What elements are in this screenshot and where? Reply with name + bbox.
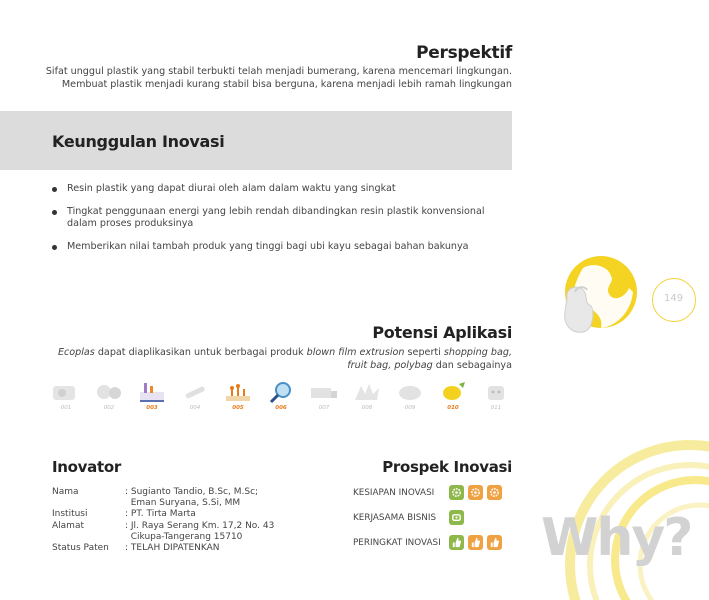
potensi-text-blown-film: blown film extrusion <box>306 347 405 358</box>
application-label: 005 <box>232 405 244 411</box>
keunggulan-list <box>52 183 512 263</box>
inovator-value: : PT. Tirta Marta <box>125 509 196 520</box>
table-row <box>52 521 305 532</box>
hand-icon <box>394 380 426 404</box>
gears-icon <box>93 380 125 404</box>
application-icons <box>48 380 518 416</box>
inovator-key <box>52 498 125 509</box>
application-label: 011 <box>490 405 502 411</box>
prospek-row-peringkat <box>353 535 502 550</box>
thumbs-up-icon <box>487 535 502 550</box>
perspektif-text <box>42 66 512 91</box>
list-item: Resin plastik yang dapat diurai oleh alam dalam waktu yang singkat <box>52 183 512 196</box>
potensi-title: Potensi Aplikasi <box>372 323 512 342</box>
application-label: 009 <box>404 405 416 411</box>
keunggulan-banner <box>0 111 512 170</box>
application-item <box>349 380 385 416</box>
application-item <box>392 380 428 416</box>
inovator-value: Eman Suryana, S.Si, MM <box>125 498 241 509</box>
application-label: 002 <box>103 405 115 411</box>
table-row <box>52 532 305 543</box>
potensi-text-ecoplas: Ecoplas <box>57 347 95 358</box>
inovator-value: : TELAH DIPATENKAN <box>125 543 220 554</box>
inovator-key: Nama <box>52 487 79 497</box>
splash-icon <box>351 380 383 404</box>
seedling-icon <box>222 380 254 404</box>
table-row <box>52 543 305 554</box>
inovator-table <box>52 487 305 554</box>
table-row <box>52 509 305 520</box>
prospek-row-kesiapan <box>353 485 502 500</box>
potensi-text-part: dapat diaplikasikan untuk berbagai produk <box>94 347 307 358</box>
prospek-icons <box>449 535 502 550</box>
potensi-text-part: seperti <box>404 347 444 358</box>
prospek-row-kerjasama <box>353 510 464 525</box>
globe-bag-icon <box>553 252 639 338</box>
perspektif-title: Perspektif <box>416 43 512 63</box>
application-item <box>435 380 471 416</box>
inovator-key: Alamat <box>52 520 84 531</box>
lemon-icon <box>437 380 469 404</box>
potensi-text-part: dan sebagainya <box>432 359 512 371</box>
gear-icon <box>468 485 483 500</box>
handshake-icon <box>449 510 464 525</box>
application-label: 008 <box>361 405 373 411</box>
prospek-icons <box>449 510 464 525</box>
list-item: Memberikan nilai tambah produk yang tinggi bagi ubi kayu sebagai bahan bakunya <box>52 241 512 254</box>
prospek-label: KESIAPAN INOVASI <box>353 487 435 498</box>
table-row <box>52 487 305 498</box>
inovator-value: : Sugianto Tandio, B.Sc, M.Sc; <box>125 487 259 497</box>
syringe-icon <box>179 380 211 404</box>
perspektif-line-2: Membuat plastik menjadi kurang stabil bisa berguna, karena menjadi lebih ramah lingkungan <box>61 78 512 90</box>
potensi-text-products: shopping bag, fruit bag, polybag <box>347 347 512 371</box>
inovator-key <box>52 532 125 543</box>
table-row <box>52 498 305 509</box>
keunggulan-title: Keunggulan Inovasi <box>52 132 225 151</box>
application-label: 003 <box>146 405 158 411</box>
gear-icon <box>487 485 502 500</box>
thumbs-up-icon <box>449 535 464 550</box>
application-item <box>220 380 256 416</box>
inovator-title: Inovator <box>52 458 121 476</box>
application-item <box>48 380 84 416</box>
inovator-value: : Jl. Raya Serang Km. 17,2 No. 43 <box>125 520 275 531</box>
prospek-label: PERINGKAT INOVASI <box>353 537 441 548</box>
truck-icon <box>308 380 340 404</box>
application-item <box>177 380 213 416</box>
application-item <box>306 380 342 416</box>
potensi-text <box>42 347 512 372</box>
application-item <box>478 380 514 416</box>
application-item <box>263 380 299 416</box>
prospek-label: KERJASAMA BISNIS <box>353 512 437 523</box>
gear-icon <box>449 485 464 500</box>
application-label: 006 <box>275 405 287 411</box>
thumbs-up-icon <box>468 535 483 550</box>
factory-icon <box>136 380 168 404</box>
application-label: 010 <box>447 405 459 411</box>
magnifier-icon <box>265 380 297 404</box>
inovator-key: Status Paten <box>52 543 109 554</box>
machine-icon <box>50 380 82 404</box>
application-item <box>91 380 127 416</box>
perspektif-line-1: Sifat unggul plastik yang stabil terbukti telah menjadi bumerang, karena mencemari lingkungan. <box>45 66 512 77</box>
application-label: 007 <box>318 405 330 411</box>
application-label: 004 <box>189 405 201 411</box>
application-label: 001 <box>60 405 72 411</box>
why-watermark: Why? <box>541 508 692 568</box>
application-item <box>134 380 170 416</box>
inovator-key: Institusi <box>52 509 88 520</box>
page-number: 149 <box>664 293 684 304</box>
inovator-value: Cikupa-Tangerang 15710 <box>125 531 243 542</box>
prospek-icons <box>449 485 502 500</box>
prospek-title: Prospek Inovasi <box>382 458 512 476</box>
robot-icon <box>480 380 512 404</box>
list-item: Tingkat penggunaan energi yang lebih rendah dibandingkan resin plastik konvensional dalam proses produksinya <box>52 206 512 231</box>
